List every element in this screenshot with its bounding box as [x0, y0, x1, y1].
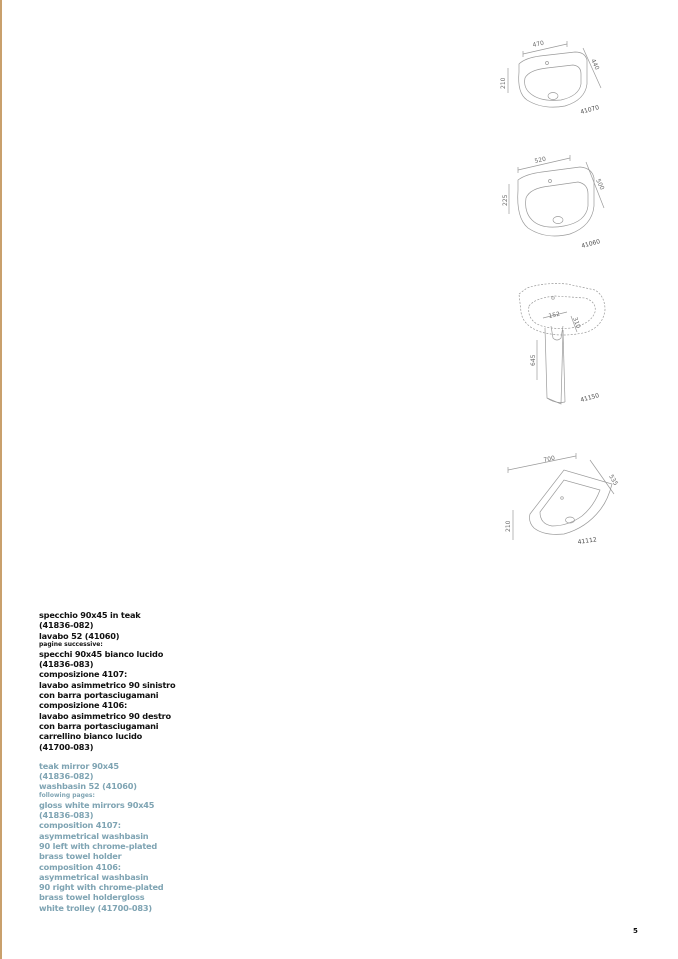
dim-height-label: 225	[502, 194, 509, 206]
following-pages-label: pagine successive:	[39, 640, 103, 648]
caption-line: specchi 90x45 bianco lucido	[39, 648, 164, 659]
caption-english	[39, 761, 239, 913]
caption-line: (41700-083)	[39, 741, 94, 752]
product-code: 41112	[577, 536, 598, 546]
caption-line: lavabo 52 (41060)	[39, 630, 120, 641]
dim-width-label: 520	[533, 155, 547, 165]
caption-line: (41836-083)	[39, 810, 94, 821]
dim-width-label: 700	[542, 454, 556, 464]
caption-line: con barra portasciugamani	[39, 720, 159, 731]
caption-line: asymmetrical washbasin	[39, 830, 149, 841]
caption-line: (41836-082)	[39, 620, 94, 631]
caption-line: composizione 4106:	[39, 700, 128, 711]
caption-line: white trolley (41700-083)	[39, 902, 152, 913]
dim-height-label: 210	[505, 520, 512, 532]
dim-height-label: 645	[530, 354, 537, 366]
dim-a-label: 152	[547, 310, 561, 320]
caption-line: con barra portasciugamani	[39, 690, 159, 701]
dim-depth-label: 440	[589, 57, 601, 72]
dim-depth-label: 500	[594, 177, 606, 192]
caption-italian	[39, 610, 239, 752]
product-code: 41060	[580, 238, 601, 250]
product-code: 41150	[579, 392, 600, 404]
dim-depth-label: 535	[607, 473, 620, 487]
caption-line: lavabo asimmetrico 90 destro	[39, 710, 171, 721]
caption-line: carrellino bianco lucido	[39, 731, 143, 742]
page-number: 5	[633, 927, 638, 935]
product-code: 41070	[579, 104, 600, 116]
caption-line: (41836-083)	[39, 659, 94, 670]
caption-line: composition 4106:	[39, 861, 121, 872]
caption-line: asymmetrical washbasin	[39, 871, 149, 882]
caption-line: brass towel holder	[39, 851, 122, 862]
caption-line: teak mirror 90x45	[39, 760, 119, 771]
dim-height-label: 210	[500, 77, 507, 89]
caption-line: composition 4107:	[39, 820, 121, 831]
caption-line: specchio 90x45 in teak	[39, 610, 141, 620]
pedestal-basin-41150-drawing	[505, 280, 620, 410]
corner-basin-41112-drawing	[500, 448, 625, 548]
caption-line: 90 right with chrome-plated	[39, 882, 164, 893]
caption-line: gloss white mirrors 90x45	[39, 799, 155, 810]
caption-line: brass towel holdergloss	[39, 892, 145, 903]
caption-line: (41836-082)	[39, 771, 94, 782]
washbasin-41060-drawing	[500, 152, 615, 252]
caption-block	[39, 610, 239, 913]
following-pages-label: following pages:	[39, 791, 95, 799]
page-edge	[0, 0, 2, 959]
caption-line: 90 left with chrome-plated	[39, 840, 158, 851]
caption-line: washbasin 52 (41060)	[39, 781, 137, 792]
caption-line: lavabo asimmetrico 90 sinistro	[39, 679, 176, 690]
washbasin-41070-drawing	[495, 38, 610, 118]
caption-line: composizione 4107:	[39, 669, 128, 680]
dim-b-label: 310	[571, 316, 582, 330]
dim-width-label: 470	[531, 39, 545, 49]
